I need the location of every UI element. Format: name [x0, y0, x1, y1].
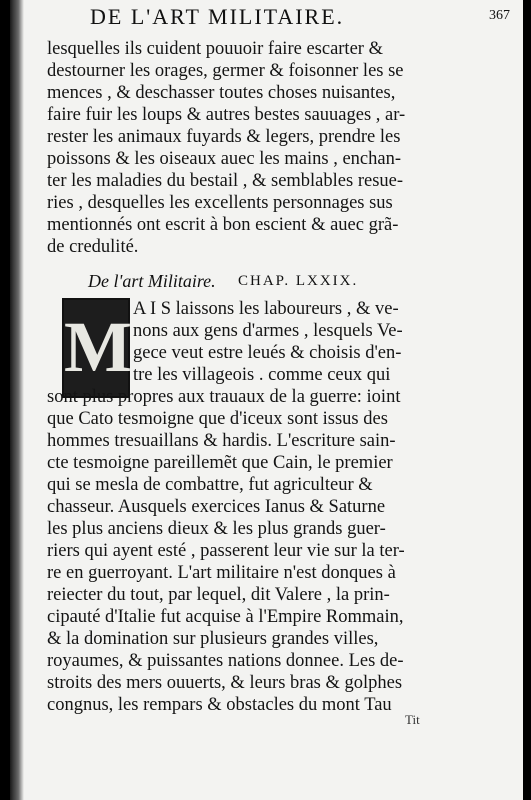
text-line: destourner les orages, germer & foisonner les se	[47, 61, 404, 81]
page-number: 367	[489, 8, 510, 23]
catchword: Tit	[405, 712, 420, 727]
chapter-number: CHAP. LXXIX.	[238, 273, 359, 289]
text-line: mentionnés ont escrit à bon escient & auec grã-	[47, 215, 399, 235]
initial-letter: M	[64, 307, 132, 387]
text-line: sont plus propres aux trauaux de la guerre: ioint	[47, 387, 401, 407]
text-line: stroits des mers ouuerts, & leurs bras & golphes	[47, 673, 403, 693]
text-line: chasseur. Ausquels exercices Ianus & Saturne	[47, 497, 386, 517]
text-line: tre les villageois . comme ceux qui	[133, 365, 391, 385]
text-line: A I S laissons les laboureurs , & ve-	[133, 299, 399, 319]
running-header	[90, 4, 510, 34]
text-line: les plus anciens dieux & les plus grands guer-	[47, 519, 386, 539]
text-line: nons aux gens d'armes , lesquels Ve-	[133, 321, 403, 341]
page-gutter-shadow	[10, 0, 24, 800]
chapter-title: De l'art Militaire.	[88, 271, 216, 291]
text-line: mences , & deschasser toutes choses nuisantes,	[47, 83, 396, 103]
running-title: DE L'ART MILITAIRE.	[90, 4, 345, 29]
text-line: poissons & les oiseaux auec les mains , enchan-	[47, 149, 401, 169]
text-line: royaumes, & puissantes nations donnee. Les de-	[47, 651, 404, 671]
text-line: re en guerroyant. L'art militaire n'est donques à	[47, 563, 396, 583]
decorated-initial	[62, 298, 130, 398]
text-line: de credulité.	[47, 237, 139, 257]
text-line: qui se mesla de combattre, fut agriculteur &	[47, 475, 373, 495]
text-line: hommes tresuaillans & hardis. L'escriture sain-	[47, 431, 396, 451]
text-line: rester les animaux fuyards & legers, prendre les	[47, 127, 401, 147]
text-line: riers qui ayent esté , passerent leur vie sur la ter-	[47, 541, 405, 561]
text-line: ries , desquelles les excellents personnages sus	[47, 193, 393, 213]
text-line: congnus, les rempars & obstacles du mont Tau	[47, 695, 392, 715]
text-line: gece veut estre leués & choisis d'en-	[133, 343, 402, 363]
text-line: faire fuir les loups & autres bestes sauuages , ar-	[47, 105, 406, 125]
chapter-heading	[88, 271, 508, 292]
text-line: reiecter du tout, par lequel, dit Valere , la prin-	[47, 585, 390, 605]
text-line: & la domination sur plusieurs grandes villes,	[47, 629, 379, 649]
text-line: lesquelles ils cuident pouuoir faire escarter &	[47, 39, 383, 59]
text-line: ter les maladies du bestail , & semblables resue-	[47, 171, 404, 191]
book-page	[10, 0, 523, 800]
text-line: cipauté d'Italie fut acquise à l'Empire Rommain,	[47, 607, 404, 627]
text-line: cte tesmoigne pareillemẽt que Cain, le premier	[47, 453, 393, 473]
text-line: que Cato tesmoigne que d'iceux sont issus des	[47, 409, 388, 429]
